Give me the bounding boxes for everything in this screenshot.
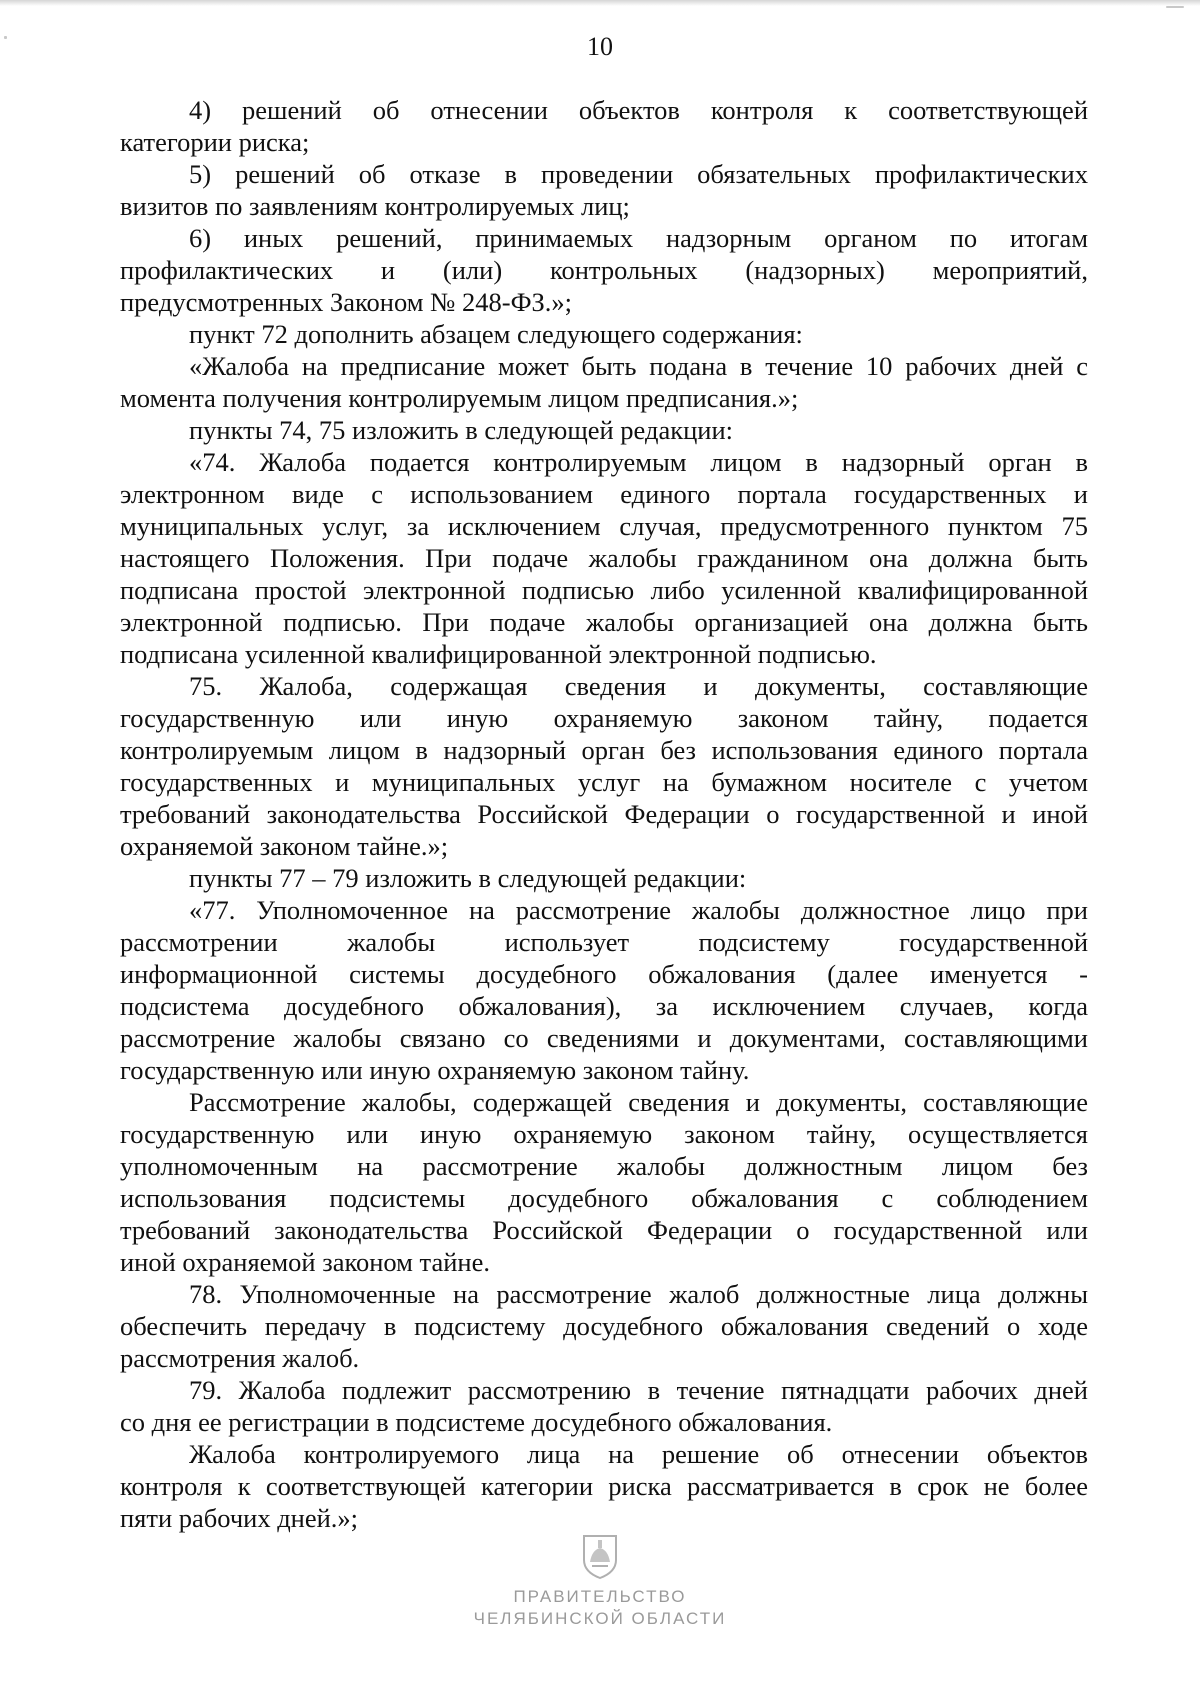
paragraph xyxy=(120,1374,1088,1438)
text-line: контролируемым лицом в надзорный орган без использования единого портала xyxy=(120,735,1088,765)
text-line: требований законодательства Российской Федерации о государственной и иной xyxy=(120,799,1088,829)
paragraph xyxy=(120,862,1088,894)
text-line: электронной подписью. При подаче жалобы организацией она должна быть xyxy=(120,607,1088,637)
paragraph xyxy=(120,158,1088,222)
text-line: охраняемой законом тайне.»; xyxy=(120,831,449,861)
text-line: информационной системы досудебного обжалования (далее именуется - xyxy=(120,959,1088,989)
page-number: 10 xyxy=(587,32,613,61)
text-line: электронном виде с использованием единого портала государственных и xyxy=(120,479,1088,509)
scan-speck xyxy=(1166,6,1184,8)
text-line: контроля к соответствующей категории риска рассматривается в срок не более xyxy=(120,1471,1088,1501)
document-body xyxy=(120,94,1088,1534)
stamp-line-1: ПРАВИТЕЛЬСТВО xyxy=(513,1587,687,1606)
text-line: использования подсистемы досудебного обжалования с соблюдением xyxy=(120,1183,1088,1213)
text-line: государственную или иную охраняемую законом тайну, осуществляется xyxy=(120,1119,1088,1149)
government-stamp xyxy=(440,1532,760,1630)
paragraph xyxy=(120,350,1088,414)
text-line: 5) решений об отказе в проведении обязательных профилактических xyxy=(189,159,1088,189)
text-line: рассмотрение жалобы связано со сведениями и документами, составляющими xyxy=(120,1023,1088,1053)
text-line: визитов по заявлениям контролируемых лиц; xyxy=(120,191,630,221)
text-line: государственных и муниципальных услуг на бумажном носителе с учетом xyxy=(120,767,1088,797)
text-line: рассмотрения жалоб. xyxy=(120,1343,360,1373)
text-line: 75. Жалоба, содержащая сведения и документы, составляющие xyxy=(189,671,1088,701)
paragraph xyxy=(120,446,1088,670)
text-line: уполномоченным на рассмотрение жалобы должностным лицом без xyxy=(120,1151,1088,1181)
paragraph xyxy=(120,222,1088,318)
text-line: «74. Жалоба подается контролируемым лицом в надзорный орган в xyxy=(189,447,1088,477)
text-line: настоящего Положения. При подаче жалобы гражданином она должна быть xyxy=(120,543,1088,573)
text-line: категории риска; xyxy=(120,127,310,157)
paragraph xyxy=(120,1086,1088,1278)
text-line: подсистема досудебного обжалования), за исключением случаев, когда xyxy=(120,991,1088,1021)
paragraph xyxy=(120,414,1088,446)
text-line: государственную или иную охраняемую законом тайну. xyxy=(120,1055,750,1085)
paragraph xyxy=(120,318,1088,350)
text-line: 4) решений об отнесении объектов контроля к соответствующей xyxy=(189,95,1088,125)
text-line: обеспечить передачу в подсистему досудебного обжалования сведений о ходе xyxy=(120,1311,1088,1341)
text-line: требований законодательства Российской Федерации о государственной или xyxy=(120,1215,1088,1245)
paragraph xyxy=(120,1278,1088,1374)
text-line: иной охраняемой законом тайне. xyxy=(120,1247,490,1277)
text-line: «Жалоба на предписание может быть подана в течение 10 рабочих дней с xyxy=(189,351,1088,381)
text-line: пяти рабочих дней.»; xyxy=(120,1503,359,1533)
text-line: предусмотренных Законом № 248-ФЗ.»; xyxy=(120,287,573,317)
text-line: профилактических и (или) контрольных (надзорных) мероприятий, xyxy=(120,255,1088,285)
scan-edge xyxy=(0,0,1200,6)
text-line: пункты 77 – 79 изложить в следующей редакции: xyxy=(189,863,747,893)
text-line: момента получения контролируемым лицом предписания.»; xyxy=(120,383,799,413)
text-line: подписана усиленной квалифицированной электронной подписью. xyxy=(120,639,877,669)
text-line: рассмотрении жалобы использует подсистему государственной xyxy=(120,927,1088,957)
coat-of-arms-icon xyxy=(580,1532,620,1580)
paragraph xyxy=(120,94,1088,158)
text-line: подписана простой электронной подписью либо усиленной квалифицированной xyxy=(120,575,1088,605)
paragraph xyxy=(120,670,1088,862)
text-line: 79. Жалоба подлежит рассмотрению в течение пятнадцати рабочих дней xyxy=(189,1375,1088,1405)
text-line: государственную или иную охраняемую законом тайну, подается xyxy=(120,703,1088,733)
text-line: 6) иных решений, принимаемых надзорным органом по итогам xyxy=(189,223,1088,253)
text-line: Жалоба контролируемого лица на решение об отнесении объектов xyxy=(189,1439,1088,1469)
paragraph xyxy=(120,1438,1088,1534)
text-line: 78. Уполномоченные на рассмотрение жалоб должностные лица должны xyxy=(189,1279,1088,1309)
stamp-line-2: ЧЕЛЯБИНСКОЙ ОБЛАСТИ xyxy=(473,1609,727,1628)
text-line: пункт 72 дополнить абзацем следующего содержания: xyxy=(189,319,803,349)
text-line: муниципальных услуг, за исключением случая, предусмотренного пунктом 75 xyxy=(120,511,1088,541)
text-line: со дня ее регистрации в подсистеме досудебного обжалования. xyxy=(120,1407,833,1437)
text-line: Рассмотрение жалобы, содержащей сведения и документы, составляющие xyxy=(189,1087,1088,1117)
paragraph xyxy=(120,894,1088,1086)
text-line: пункты 74, 75 изложить в следующей редакции: xyxy=(189,415,734,445)
text-line: «77. Уполномоченное на рассмотрение жалобы должностное лицо при xyxy=(189,895,1088,925)
